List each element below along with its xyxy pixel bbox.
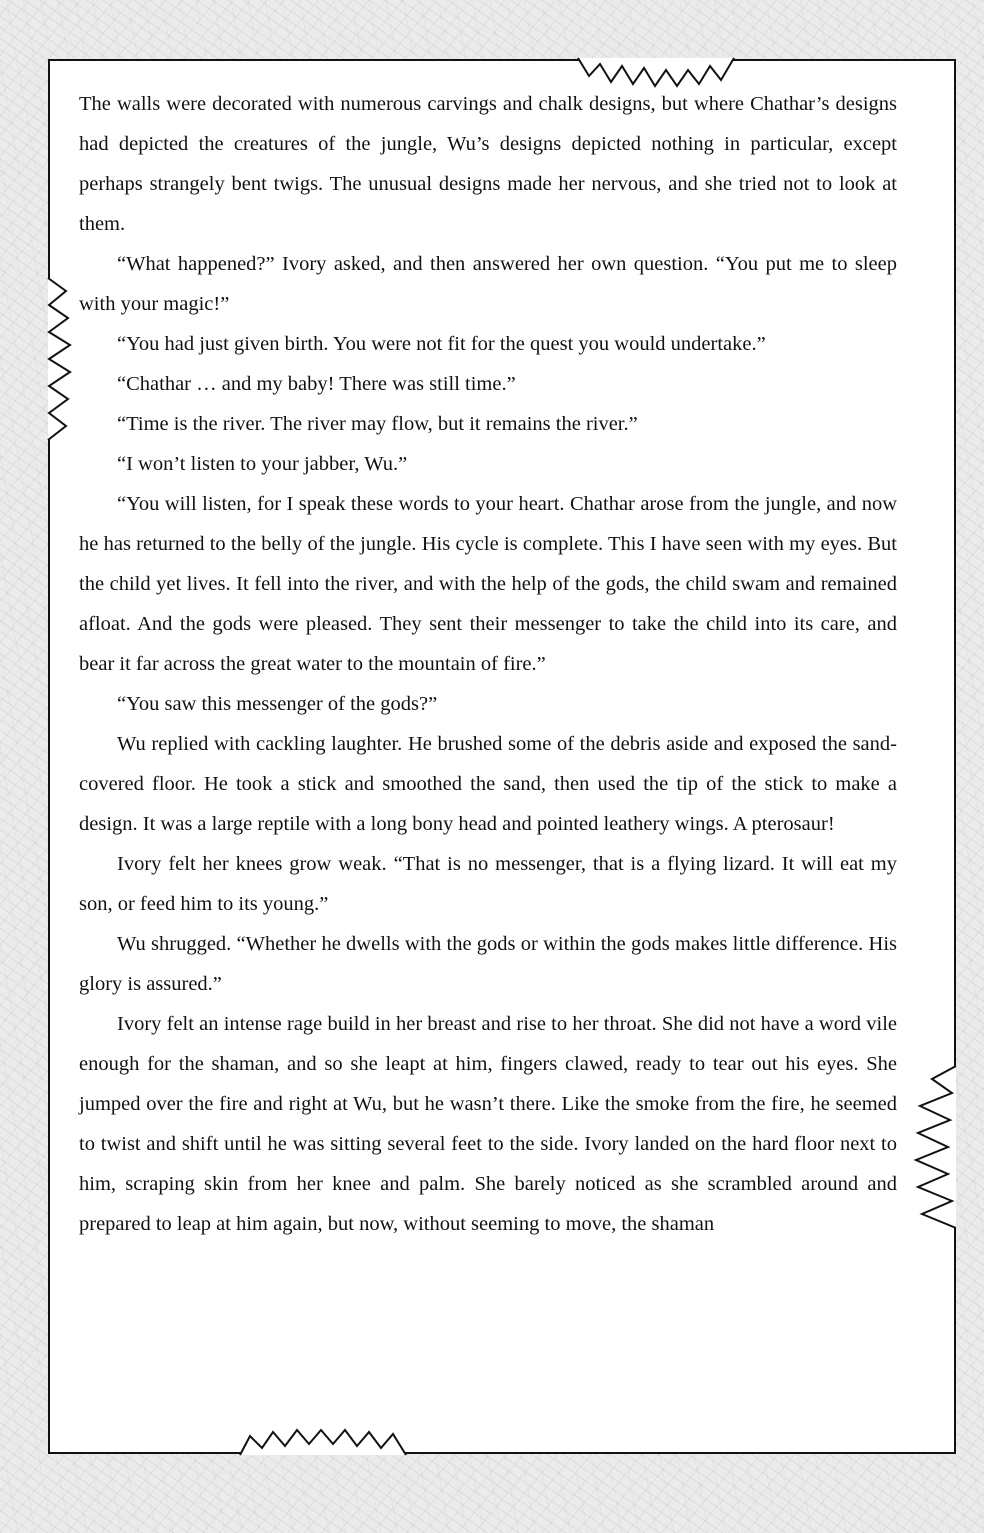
right-zigzag-ornament xyxy=(916,1066,956,1228)
story-text xyxy=(79,84,897,1244)
paragraph: “You will listen, for I speak these words to your heart. Chathar arose from the jungle, and now he has returned to the belly of the jungle. His cycle is complete. This I have seen with my eyes. But the child yet lives. It fell into the river, and with the help of the gods, the child swam and remained afloat. And the gods were pleased. They sent their messenger to take the child into its care, and bear it far across the great water to the mountain of fire.” xyxy=(79,493,897,675)
paragraph: “What happened?” Ivory asked, and then answered her own question. “You put me to sleep with your magic!” xyxy=(79,253,897,315)
paragraph: Ivory felt her knees grow weak. “That is no messenger, that is a flying lizard. It will eat my son, or feed him to its young.” xyxy=(79,853,897,915)
left-zigzag-ornament xyxy=(48,278,70,440)
paragraph: “I won’t listen to your jabber, Wu.” xyxy=(117,453,408,475)
paragraph: The walls were decorated with numerous carvings and chalk designs, but where Chathar’s designs had depicted the creatures of the jungle, Wu’s designs depicted nothing in particular, except perhaps strangely bent twigs. The unusual designs made her nervous, and she tried not to look at them. xyxy=(79,93,897,235)
paragraph: “Chathar … and my baby! There was still time.” xyxy=(117,373,516,395)
paragraph: “You had just given birth. You were not fit for the quest you would undertake.” xyxy=(117,333,766,355)
top-zigzag-ornament xyxy=(578,58,734,86)
paragraph: “Time is the river. The river may flow, but it remains the river.” xyxy=(117,413,638,435)
paragraph: Wu replied with cackling laughter. He brushed some of the debris aside and exposed the sand-covered floor. He took a stick and smoothed the sand, then used the tip of the stick to make a design. It was a large reptile with a long bony head and pointed leathery wings. A pterosaur! xyxy=(79,733,897,835)
bottom-zigzag-ornament xyxy=(240,1430,406,1455)
paragraph: “You saw this messenger of the gods?” xyxy=(117,693,438,715)
paragraph: Wu shrugged. “Whether he dwells with the gods or within the gods makes little difference. His glory is assured.” xyxy=(79,933,897,995)
paragraph: Ivory felt an intense rage build in her breast and rise to her throat. She did not have a word vile enough for the shaman, and so she leapt at him, fingers clawed, ready to tear out his eyes. She jumped over the fire and right at Wu, but he wasn’t there. Like the smoke from the fire, he seemed to twist and shift until he was sitting several feet to the side. Ivory landed on the hard floor next to him, scraping skin from her knee and palm. She barely noticed as she scrambled around and prepared to leap at him again, but now, without seeming to move, the shaman xyxy=(79,1013,897,1235)
